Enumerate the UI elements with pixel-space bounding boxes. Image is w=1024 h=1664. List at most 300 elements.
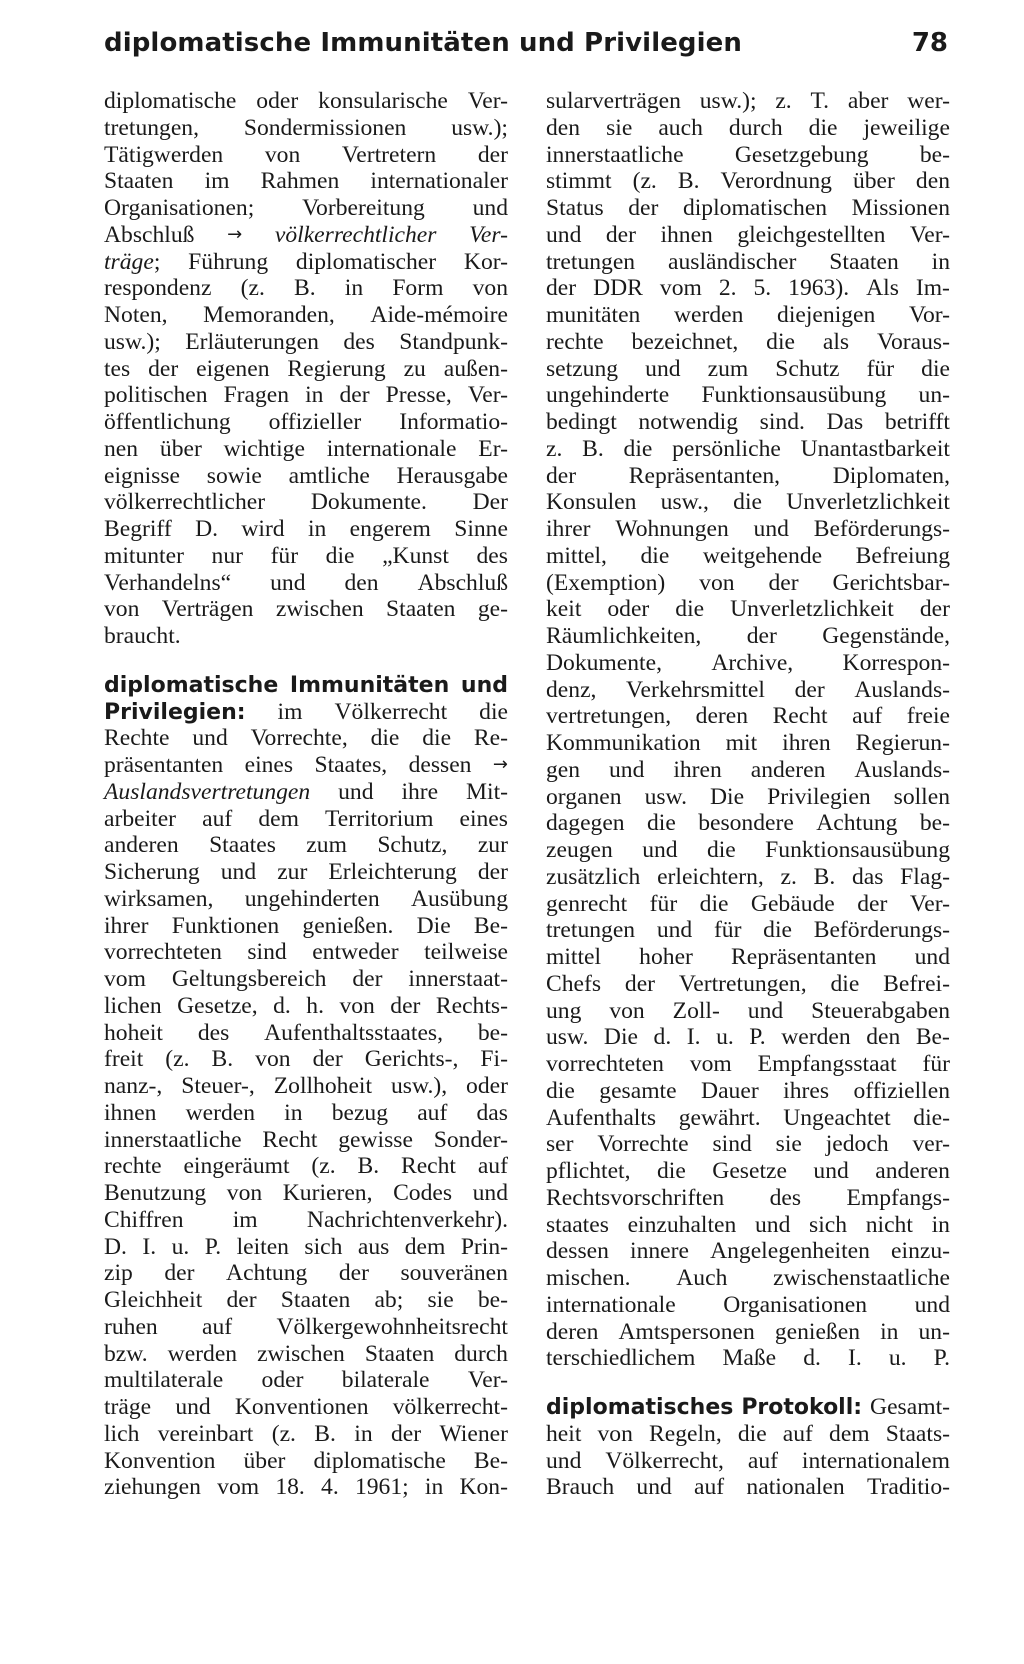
word: ge-: [477, 596, 508, 623]
text-line: [546, 1265, 950, 1292]
word: die: [675, 596, 705, 623]
text-line: [104, 329, 508, 356]
text-line: [104, 1474, 508, 1501]
word: ihren: [782, 730, 831, 756]
word: Fi-: [480, 1046, 508, 1073]
word: zum: [306, 832, 347, 859]
word: Angelegenheiten: [710, 1238, 870, 1265]
word: Regeln,: [649, 1420, 722, 1447]
word: zwischen: [275, 596, 364, 623]
word: zusätzlich: [546, 863, 641, 890]
word: politischen: [104, 382, 208, 409]
page-number: 78: [911, 28, 948, 58]
headword: diplomatisches: [546, 1395, 734, 1420]
text-line: [104, 1314, 508, 1341]
word: präsentanten: [104, 752, 224, 778]
text-line: [546, 784, 950, 811]
word: hoher: [639, 944, 693, 970]
word: B.: [677, 168, 700, 195]
text-line: [104, 168, 508, 195]
word: diplomatische: [313, 1447, 446, 1474]
word: werden: [167, 1340, 238, 1367]
word: Mit-: [466, 778, 508, 805]
word: in: [931, 248, 950, 275]
word: auf: [477, 1153, 508, 1180]
word: Staaten: [104, 168, 174, 195]
word: Erläuterungen: [185, 328, 319, 355]
word: die-: [913, 1104, 950, 1131]
text-line: [104, 779, 508, 806]
word: und: [472, 1180, 508, 1206]
word: staates: [546, 1211, 609, 1238]
word: der: [339, 382, 370, 409]
word: Wiener: [439, 1420, 508, 1447]
text-line: [104, 596, 508, 623]
headword: diplomatische: [104, 672, 279, 698]
word: in: [424, 1474, 444, 1501]
word: auch: [658, 114, 703, 141]
word: I.: [686, 1024, 701, 1051]
text-line: [104, 436, 508, 463]
word: Memoranden,: [203, 302, 335, 328]
word: Auslands-: [854, 756, 950, 783]
headword: und: [460, 672, 508, 698]
word: von: [597, 1420, 633, 1447]
word: auf: [202, 805, 233, 832]
word: Staates: [209, 832, 276, 859]
word: multilaterale: [104, 1367, 224, 1394]
word: un-: [918, 382, 950, 409]
word: Recht: [400, 1153, 456, 1180]
word: innerstaat-: [408, 966, 508, 992]
word: der: [477, 141, 508, 168]
text-line: [104, 725, 508, 752]
word: sie: [427, 1287, 454, 1313]
word: anderen: [750, 756, 826, 783]
word: die: [763, 917, 792, 944]
text-line: [546, 1474, 950, 1501]
text-line: [104, 672, 508, 699]
text-line: [546, 489, 950, 516]
word: wirksamen,: [104, 885, 214, 912]
word: einzuhalten: [627, 1211, 737, 1238]
word: der: [546, 462, 577, 489]
word: den: [915, 168, 950, 195]
word: z.: [780, 863, 797, 890]
word: auf: [202, 1313, 233, 1340]
word: und: [645, 355, 681, 382]
word: und: [813, 1158, 849, 1184]
word: (z.: [240, 275, 265, 302]
text-line: [104, 859, 508, 886]
word: diplomatische: [104, 88, 237, 114]
text-line: [104, 913, 508, 940]
text-line: [104, 1020, 508, 1047]
text-line: [546, 222, 950, 249]
word: 2.: [718, 275, 737, 302]
word: ausländischer: [668, 248, 797, 275]
word: Ver-: [467, 1367, 508, 1394]
word: sich: [809, 1211, 848, 1238]
word: einzu-: [891, 1238, 950, 1265]
word: Repräsentanten,: [628, 462, 781, 489]
word: in: [931, 1211, 950, 1238]
word: Führung: [188, 248, 269, 275]
word: Codes: [393, 1180, 453, 1206]
word: der: [390, 992, 421, 1019]
italic-word: völkerrechtlicher: [274, 221, 437, 248]
word: über: [243, 1447, 286, 1474]
word: diplomatischen: [682, 195, 828, 221]
word: B.: [211, 1046, 234, 1073]
word: souveränen: [400, 1260, 508, 1287]
word: Ausübung: [410, 885, 508, 912]
word: bedingt: [546, 409, 617, 435]
word: die: [737, 1420, 767, 1447]
text-line: [546, 1158, 950, 1185]
word: als: [822, 328, 850, 355]
word: mitunter: [104, 542, 184, 569]
text-line: [546, 168, 950, 195]
word: von: [264, 141, 301, 168]
word: Gleichheit: [104, 1287, 203, 1313]
word: zu: [403, 355, 426, 382]
word: I.: [142, 1233, 157, 1260]
word: für: [713, 917, 742, 944]
italic-word: Auslandsvertretungen: [104, 778, 311, 805]
word: im: [277, 698, 303, 725]
word: (z.: [632, 168, 657, 195]
word: offizieller: [268, 409, 362, 435]
italic-word: träge;: [104, 248, 161, 275]
word: völkerrechtlicher: [104, 489, 266, 516]
word: wichtige: [223, 435, 305, 462]
word: der: [312, 1046, 343, 1073]
word: Missionen: [851, 195, 950, 221]
word: B.: [294, 275, 316, 302]
word: Amtspersonen: [618, 1318, 755, 1345]
word: ihren: [673, 756, 722, 783]
word: d.: [273, 992, 291, 1019]
word: Geltungsbereich: [171, 966, 327, 992]
word: der: [148, 355, 179, 382]
word: Schutz: [775, 355, 840, 382]
word: Abschluß: [417, 569, 508, 596]
word: zur: [477, 832, 508, 859]
word: werden: [673, 302, 744, 328]
text-line: [104, 699, 508, 726]
word: von: [609, 997, 645, 1024]
word: Unverletzlichkeit: [786, 489, 950, 516]
word: Rahmen: [260, 168, 340, 195]
word: (z.: [165, 1046, 190, 1073]
word: auf: [747, 1447, 778, 1474]
word: anderen: [875, 1158, 950, 1184]
word: d.: [653, 1024, 672, 1051]
word: Be-: [473, 1447, 508, 1474]
text-line: [546, 1292, 950, 1319]
word: Gesamt-: [870, 1394, 950, 1420]
word: Befreiung: [855, 542, 950, 569]
word: ziehungen: [104, 1474, 201, 1501]
word: gesamte: [599, 1077, 677, 1104]
word: sind: [247, 939, 287, 966]
word: Informatio-: [399, 409, 508, 435]
word: usw.);: [451, 114, 508, 141]
word: der: [546, 275, 577, 302]
text-line: [546, 1105, 950, 1132]
word: be-: [477, 1287, 508, 1313]
text-line: [546, 195, 950, 222]
text-line: [104, 356, 508, 383]
word: Recht: [262, 1126, 318, 1153]
word: Sinne: [454, 516, 508, 542]
word: des: [476, 542, 508, 569]
word: h.: [306, 992, 324, 1019]
word: Chefs: [546, 970, 602, 997]
word: arbeiter: [104, 805, 177, 832]
text-line: [546, 998, 950, 1025]
word: Staaten: [364, 1340, 435, 1367]
word: Das: [826, 409, 864, 435]
word: nicht: [865, 1211, 913, 1238]
word: der: [857, 890, 888, 917]
word: oder: [261, 1367, 304, 1394]
word: innere: [630, 1238, 689, 1265]
word: genießen: [774, 1318, 861, 1345]
text-line: [104, 1100, 508, 1127]
text-line: [546, 623, 950, 650]
word: der: [794, 676, 825, 703]
word: entweder: [312, 939, 399, 966]
text-line: [546, 650, 950, 677]
text-line: [546, 703, 950, 730]
word: Vor-: [908, 302, 950, 328]
word: und: [192, 725, 228, 752]
word: über: [159, 435, 202, 462]
word: aber: [847, 88, 889, 114]
word: Organisationen: [723, 1291, 868, 1318]
word: deren: [546, 1318, 599, 1345]
word: vorrechteten: [546, 1051, 664, 1077]
word: für: [866, 355, 895, 382]
word: aus: [357, 1233, 390, 1260]
word: Ver-: [909, 890, 950, 917]
word: Gebäude: [750, 890, 835, 917]
word: P.: [933, 1345, 950, 1372]
word: B.: [314, 1420, 336, 1447]
word: lichen: [104, 992, 162, 1019]
word: rechte: [104, 1153, 162, 1180]
word: respondenz: [104, 275, 212, 302]
word: dessen: [546, 1238, 609, 1265]
word: Abschluß: [104, 221, 195, 248]
word: Vertretungen,: [678, 970, 807, 997]
word: freit: [104, 1046, 144, 1073]
text-line: [546, 864, 950, 891]
word: der: [352, 966, 383, 992]
word: Gesetzgebung: [734, 141, 869, 168]
word: keit: [546, 596, 582, 623]
word: ungehinderte: [546, 382, 670, 409]
cross-reference-arrow-icon: →: [227, 223, 243, 245]
word: u.: [716, 1024, 734, 1051]
word: Ver-: [909, 221, 950, 248]
word: der: [477, 859, 508, 885]
word: „Kunst: [382, 542, 449, 569]
word: usw.,: [660, 489, 709, 516]
headword: Privilegien:: [104, 699, 246, 725]
word: außen-: [443, 355, 508, 382]
word: internationaler: [370, 168, 508, 195]
word: Vertretern: [341, 141, 437, 168]
word: Dauer: [701, 1077, 759, 1104]
word: usw.);: [699, 88, 757, 114]
word: dem: [829, 1420, 870, 1447]
word: der: [624, 970, 656, 997]
word: vom: [104, 966, 146, 992]
word: dem: [404, 1233, 446, 1260]
word: DDR: [593, 275, 643, 302]
word: Zollhoheit: [273, 1073, 373, 1099]
word: und: [546, 221, 582, 248]
word: zwischenstaatliche: [773, 1265, 950, 1291]
word: Ungeachtet: [783, 1104, 891, 1131]
word: braucht.: [104, 623, 181, 649]
word: tes: [104, 355, 131, 382]
word: B.: [357, 1153, 380, 1180]
word: Beförderungs-: [813, 917, 950, 944]
word: die: [699, 890, 729, 917]
running-header-title: diplomatische Immunitäten und Privilegien: [104, 28, 743, 58]
word: Brauch: [546, 1474, 615, 1501]
word: Die: [603, 1024, 638, 1051]
word: stimmt: [546, 168, 612, 195]
word: die: [479, 698, 508, 725]
word: werden: [781, 1024, 851, 1051]
word: Konvention: [104, 1447, 216, 1474]
word: be-: [477, 1019, 508, 1046]
word: vom: [217, 1474, 260, 1501]
word: die: [808, 114, 838, 141]
word: B.: [582, 435, 604, 462]
word: der: [605, 221, 636, 248]
word: eines: [459, 805, 508, 832]
word: d.: [803, 1345, 821, 1372]
word: des: [343, 328, 375, 355]
word: genießen.: [302, 912, 394, 939]
text-line: [104, 516, 508, 543]
word: von: [699, 569, 735, 596]
text-line: [546, 1078, 950, 1105]
word: T.: [810, 88, 830, 114]
word: Herausgabe: [396, 462, 508, 489]
word: leiten: [236, 1233, 289, 1260]
word: Form: [392, 275, 444, 302]
word: B.: [813, 863, 836, 890]
word: u.: [888, 1345, 907, 1372]
italic-word: Ver-: [469, 221, 508, 248]
text-line: [546, 463, 950, 490]
word: Schutz,: [377, 832, 448, 859]
word: Nachrichtenverkehr).: [306, 1206, 508, 1233]
text-line: [104, 222, 508, 249]
word: öffentlichung: [104, 409, 231, 435]
word: Aufenthalts: [546, 1104, 657, 1131]
word: anderen: [104, 832, 179, 859]
word: Organisationen;: [104, 195, 255, 221]
text-line: [104, 1127, 508, 1154]
text-line: [546, 1319, 950, 1346]
word: die: [325, 542, 355, 569]
word: sie: [775, 1131, 802, 1158]
word: Verkehrsmittel: [626, 676, 765, 703]
word: Begriff: [104, 516, 172, 542]
text-line: [104, 1207, 508, 1234]
word: jeweilige: [863, 114, 950, 141]
word: im: [232, 1206, 258, 1233]
word: Flag-: [900, 863, 950, 890]
word: Chiffren: [104, 1206, 184, 1233]
word: Staaten: [386, 596, 456, 623]
word: und: [270, 569, 306, 596]
word: und: [338, 778, 374, 805]
word: ihnen: [104, 1099, 157, 1126]
word: in: [354, 1420, 373, 1447]
word: Vorrechte: [597, 1131, 689, 1158]
word: gleichgestellten: [737, 221, 886, 248]
word: bezug: [331, 1099, 389, 1126]
word: z.: [775, 88, 792, 114]
word: usw.),: [390, 1073, 448, 1099]
word: Er-: [478, 435, 508, 462]
running-header: [104, 28, 948, 68]
word: Staaten: [280, 1287, 351, 1313]
word: werden: [185, 1099, 256, 1126]
word: Zoll-: [672, 997, 720, 1024]
word: teilweise: [424, 939, 508, 966]
text-line: [546, 1131, 950, 1158]
word: die: [646, 810, 676, 837]
word: Völkerrecht: [334, 698, 448, 725]
text-line: [546, 891, 950, 918]
word: im: [204, 168, 230, 195]
word: Gesetze: [712, 1158, 787, 1184]
word: Be-: [473, 912, 508, 939]
word: Aufenthaltsstaates,: [264, 1019, 443, 1046]
text-line: [104, 115, 508, 142]
word: mittel: [546, 944, 602, 970]
text-line: [546, 142, 950, 169]
word: bezeichnet,: [631, 328, 739, 355]
text-line: [546, 115, 950, 142]
word: u.: [171, 1233, 190, 1260]
word: Gegenstände,: [822, 623, 950, 649]
text-line: [104, 1421, 508, 1448]
text-line: [104, 275, 508, 302]
word: Gerichtsbar-: [832, 569, 950, 596]
word: Prin-: [460, 1233, 508, 1260]
word: Benutzung: [104, 1180, 207, 1206]
word: Die: [709, 783, 745, 810]
word: und: [175, 1394, 211, 1420]
word: un-: [918, 1318, 950, 1345]
word: Kommunikation: [546, 730, 701, 756]
word: Privilegien: [767, 783, 871, 810]
word: Wohnungen: [615, 516, 729, 542]
word: Achtung: [226, 1260, 308, 1287]
word: vom: [689, 1051, 732, 1077]
